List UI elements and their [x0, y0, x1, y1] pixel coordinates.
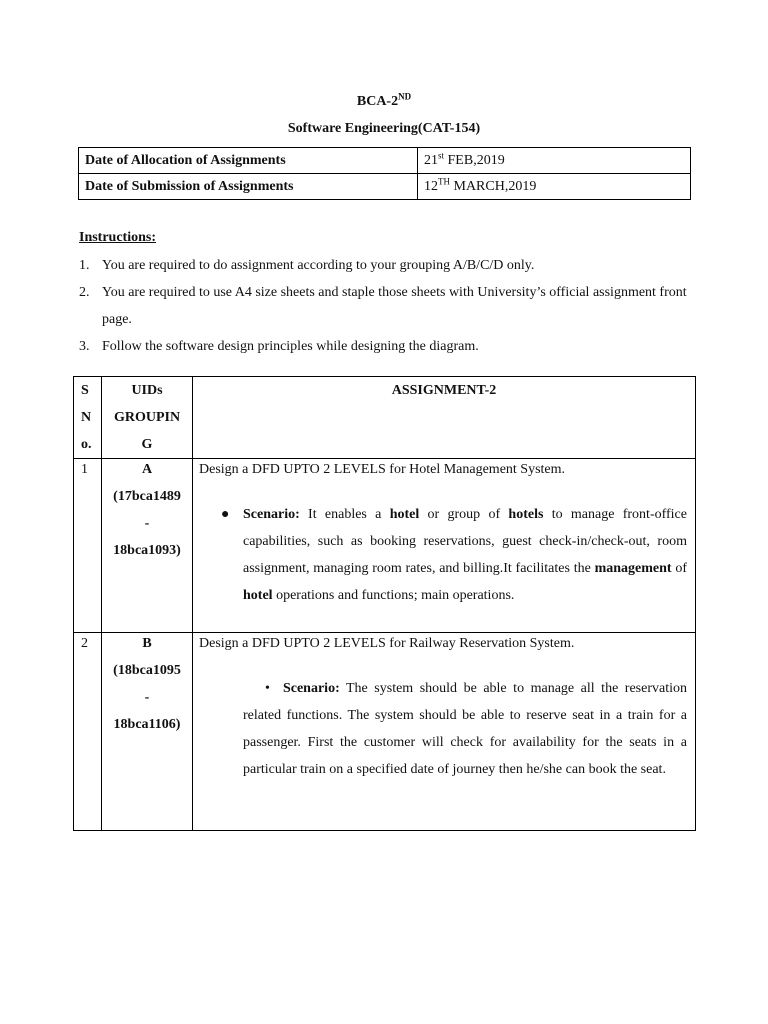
submission-date-label: Date of Submission of Assignments: [79, 174, 418, 200]
instructions-heading: Instructions:: [79, 230, 157, 245]
table-row: [79, 148, 691, 174]
list-item: [79, 333, 699, 360]
uid-header-line: UIDs: [131, 383, 163, 398]
uid-range-line: -: [144, 516, 150, 531]
group-letter: B: [142, 636, 152, 651]
date-rest: FEB,2019: [444, 152, 505, 168]
scenario-label: Scenario:: [243, 507, 300, 522]
uid-range-line: (17bca1489: [113, 489, 181, 504]
dates-table: [78, 147, 691, 200]
bullet-icon: •: [265, 681, 270, 696]
sn-header: [74, 377, 102, 459]
scenario-part: to manage front-office capabilities, such as booking reservations, guest check-in/check-out, room assignment, managing room rates, and billing.It facilitates the: [243, 507, 687, 576]
uid-group-cell: [102, 459, 193, 633]
list-item: [79, 252, 699, 279]
row-number: 1: [74, 459, 102, 633]
assignment-header: [193, 377, 696, 459]
scenario-bold: hotels: [508, 507, 544, 522]
table-row: [74, 459, 696, 633]
course-title: [0, 91, 768, 110]
allocation-date-label: Date of Allocation of Assignments: [79, 148, 418, 174]
course-superscript: ND: [398, 91, 412, 102]
scenario-label: Scenario:: [282, 681, 340, 696]
uid-range-line: 18bca1106): [113, 717, 181, 732]
list-number: 1.: [79, 258, 90, 273]
scenario-part: or group of: [419, 507, 509, 522]
table-row: [74, 633, 696, 831]
list-number: 2.: [79, 285, 90, 300]
uid-header: [102, 377, 193, 459]
group-letter: A: [141, 462, 153, 477]
allocation-date-value: [418, 148, 691, 174]
date-rest: MARCH,2019: [450, 178, 537, 194]
scenario-part: It enables a: [299, 507, 390, 522]
table-header-row: [74, 377, 696, 459]
uid-range-line: (18bca1095: [113, 663, 181, 678]
scenario-bold: management: [594, 561, 672, 576]
scenario-bold: hotel: [243, 588, 273, 603]
date-number: 12: [424, 178, 438, 194]
assignment-title: Design a DFD UPTO 2 LEVELS for Hotel Management System.: [199, 462, 566, 477]
instruction-text: You are required to do assignment according to your grouping A/B/C/D only.: [102, 258, 535, 273]
scenario-part: operations and functions; main operations.: [272, 588, 515, 603]
uid-header-line: GROUPIN: [113, 410, 181, 425]
scenario-text: [199, 501, 689, 609]
date-suffix: TH: [438, 175, 450, 186]
assignment-header-text: ASSIGNMENT-2: [391, 383, 497, 398]
sn-header-line: o.: [81, 437, 92, 452]
list-item: [79, 279, 699, 333]
assignment-table: [73, 376, 696, 831]
assignment-title: Design a DFD UPTO 2 LEVELS for Railway Reservation System.: [199, 636, 575, 651]
uid-group-cell: [102, 633, 193, 831]
instruction-text: Follow the software design principles while designing the diagram.: [102, 339, 479, 354]
date-number: 21: [424, 152, 438, 168]
instruction-text: You are required to use A4 size sheets and staple those sheets with University’s official assignment front page.: [102, 285, 687, 327]
sn-header-line: N: [81, 410, 92, 425]
scenario-part: The system should be able to manage all the reservation related functions. The system should be able to reserve seat in a train for a passenger. First the customer will check for availability for the seats in a particular train on a specified date of journey then he/she can book the seat.: [243, 681, 688, 777]
uid-range-line: 18bca1093): [113, 543, 181, 558]
assignment-cell: [193, 633, 696, 831]
scenario-bold: hotel: [389, 507, 420, 522]
uid-header-line: G: [141, 437, 153, 452]
uid-range-line: -: [144, 690, 150, 705]
subject-title: Software Engineering(CAT-154): [287, 121, 481, 136]
instructions-list: [79, 252, 699, 360]
list-number: 3.: [79, 339, 90, 354]
bullet-icon: ●: [221, 507, 230, 522]
table-row: [79, 174, 691, 200]
scenario-part: of: [671, 561, 687, 576]
scenario-text: [199, 675, 689, 783]
sn-header-line: S: [81, 383, 89, 398]
course-base: BCA-2: [356, 94, 399, 109]
assignment-cell: [193, 459, 696, 633]
date-suffix: st: [438, 149, 445, 160]
submission-date-value: [418, 174, 691, 200]
row-number: 2: [74, 633, 102, 831]
